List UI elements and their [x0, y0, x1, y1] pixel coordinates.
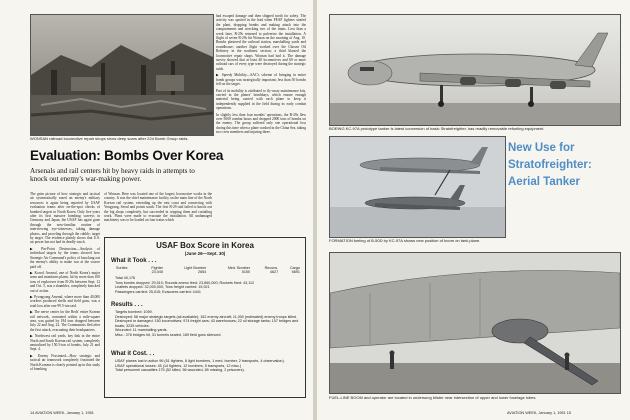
formation-photo-caption: FORMATION fueling of B-50D by KC-97A shows new position of boom on tank plane.	[329, 238, 481, 243]
column-1-item: ▶ Northwest rail yards, key link in the entire North and South Korean rail system, completely neutralized by 150.5-ton of bombs, July 21 and Sept. 4.	[30, 334, 100, 352]
wonsan-photo	[30, 14, 214, 136]
article-headline: Evaluation: Bombs Over Korea	[30, 148, 224, 163]
box-line: Targets bombed: 1059.	[115, 310, 153, 314]
column-1-text: The grim picture of how strategic and tactical air systematically razed an enemy's military resources is again being reported by USAF evaluation teams after on-the-spot checks of bombed targets in North Korea. Only five years after its first massive bombing surveys in Germany and Japan, the USAF has again gone through the now-familiar routine of interviewing eye-witnesses, taking damage photos, and prowling through the rubble, target by target. The evidence plainly shows that U.S. air power has not had its deadly touch.	[30, 192, 100, 245]
wonsan-photo-caption: WONSAN railroad locomotive repair shops show deep scars after 22d Bomb Group raids.	[30, 136, 189, 141]
table-cell: 23,045	[151, 270, 163, 275]
box-results-heading: Results . . .	[111, 302, 143, 308]
column-1-item: ▶ Kowol Arsenal, one of North Korea's major arms and munitions plants, hit by more than 100 tons of explosives from B-29s between Sept. 12 and Oct. 5, was a shambles, completely knocked out of action.	[30, 270, 100, 293]
title-line: Aerial Tanker	[508, 176, 581, 188]
cost-lines	[115, 359, 301, 373]
table-cell: Fighter	[151, 266, 163, 270]
box-score	[104, 237, 306, 398]
kc97-top-photo	[329, 14, 621, 126]
right-page	[317, 0, 630, 420]
column-1-item: ▶ Pin-Point Destruction—Analysis of individual targets by the teams showed how Strategic Air Command's policy of knocking out the enemy's ability to make war at the source paid off.	[30, 246, 100, 269]
table-cell: 4627	[269, 270, 279, 275]
column-3-item: ▶ Speedy Mobility—SAC's scheme of bringing in entire bomb groups was strategically important; less than 50 bombs fell on the target.	[216, 73, 306, 87]
article-column-3	[216, 14, 306, 234]
column-3-item: In slightly less than four months' operations, the B-29s flew over 5000 combat hours and dropped 2000 tons of bombs on the enemy. The group suffered only one operational loss during this time when a plane crashed in the China Sea, taking two crew members and injuring three.	[216, 112, 306, 135]
table-cell: Recons.	[264, 266, 279, 270]
box-line: Total 40,176	[115, 276, 136, 280]
box-score-title: USAF Box Score in Korea	[156, 241, 254, 250]
box-line: USAF planes lost in action 96 (51 fighters, 8 light bombers, 1 med. bomber, 2 transports, 4 observation).	[115, 359, 285, 363]
box-line: Wounded: 11 marshalling yards.	[115, 328, 168, 332]
column-1-item: ▶ Pyongyang Arsenal, where more than 40,000 workers produced shells and field guns, was a total loss after one 99.5-ton raid.	[30, 294, 100, 308]
right-folio: AVIATION WEEK, January 1, 1951 15	[507, 411, 572, 415]
box-line: Total personnel casualties 175 (52 killed, 56 wounded, 65 missing, 2 prisoners).	[115, 368, 245, 372]
kc97-tanker-image	[330, 15, 620, 125]
table-cell	[115, 270, 139, 274]
sorties-value-row	[115, 270, 301, 274]
table-cell: Med. Bomber	[227, 266, 250, 270]
box-score-subtitle: (June 26—Sept. 30)	[184, 251, 226, 256]
left-page	[0, 0, 313, 420]
sorties-table	[115, 266, 301, 275]
table-cell: Sorties	[116, 266, 128, 270]
column-3-item: Part of its mobility is attributed to fly-away maintenance kits, carried in the planes' bombbays, which ensure enough material being carried with each plane to keep it independently supplied in the field during its early combat operations.	[216, 88, 306, 111]
table-cell: Light Bomber	[184, 266, 207, 270]
table-cell: 6691	[291, 270, 300, 275]
column-2-text: of Wonsan. Here was located one of the largest locomotive works in the country. It was the chief maintenance facility on the main line of the North Korean rail system, extending up the east coast and connecting with Yongyang, Seoul and points south. The first B-29 raid failed to knock out the big shops completely, but succeeded in cripping them and curtailing work. Plans were made to evacuate the installation. All undamaged machinery was to be loaded on four trains which	[104, 192, 212, 223]
box-took-heading: What it Took . . .	[111, 258, 157, 264]
took-lines	[115, 276, 301, 294]
box-line: Passengers carried: 25,015; Evacuees carried: 4441	[115, 289, 201, 294]
article-title	[508, 140, 628, 191]
top-photo-caption: BOEING KC-97A prototype tanker is latest conversion of basic Stratofreighter, has readily removable refueling equipment.	[329, 126, 545, 131]
column-3-text: had escaped damage and then shipped north for safety. The activity was spotted in the lead when FEAF fighters strafed the plant, dropping bombs and making attack into the compartments and wrecking two of the trains. Less than a week later, B-29s returned to pulverize the installation. A flight of seven B-29s hit Wonsan on the morning of Aug. 10. Bombs plastered the railroad station, marshalling yards and roundhouse; another flight worked over the Chosen Oil Refinery in the northeast section; a third blasted the locomotive repair shops. Wonsan had had it. The damage survey showed that at least 40 locomotives and 60 or more railroad cars of every type were destroyed during the strategic raids.	[216, 14, 306, 71]
fuel-boom-image	[330, 253, 620, 393]
formation-photo	[329, 136, 506, 238]
results-lines	[115, 310, 301, 337]
box-line: Tons bombs dropped: 29,510; Rounds ammo fired: 23,860,000; Rockets fired: 43,112	[115, 280, 255, 285]
article-column-2	[104, 192, 212, 234]
boom-photo	[329, 252, 621, 394]
title-line: Stratofreighter:	[508, 159, 592, 171]
article-column-1	[30, 192, 100, 404]
table-cell: Cargo	[289, 266, 300, 270]
box-line: Destroyed or damaged: 150 locomotives; 974 freight cars; 43 warehouses; 22 oil storage tanks; 107 bridges and boats; 3235 vehicles.	[115, 319, 299, 328]
boom-photo-caption: FUEL-LINE BOOM and operator are located in undersung blister near intersection of upper and lower fuselage lobes.	[329, 395, 537, 400]
table-cell: 5150	[241, 270, 250, 275]
box-cost-heading: What it Cost. . .	[111, 351, 155, 357]
article-deck: Arsenals and rail centers hit by heavy raids in attempts to knock out enemy's war-making power.	[30, 167, 195, 184]
column-1-item: ▶ Enemy Frustrated—How strategic and tactical air teamwork completely frustrated the North Koreans is clearly pointed up in this study of bombing	[30, 353, 100, 372]
title-line: New Use for	[508, 142, 575, 154]
table-cell: 2654	[198, 270, 207, 275]
refueling-formation-image	[330, 137, 505, 237]
box-line: USAF operational losses: 45 (14 fighters, 12 bombers, 5 transports, 12 misc.)	[115, 363, 242, 368]
box-line: Misc.: 376 bridges hit, 31 tunnels sealed, 189 field guns silenced.	[115, 332, 222, 337]
left-folio: 14 AVIATION WEEK, January 1, 1951	[30, 411, 94, 415]
box-line: Leaflets dropped: 32,000,000; Tons freight carried: 15,921	[115, 285, 210, 289]
column-1-item: ▶ The nerve center for the Reds' entire Korean rail network, contained within a mile-square area, was gutted by 184 tons dropped between July 22 and Aug. 22. The Communists fled after the first attack, evacuating their headquarters.	[30, 310, 100, 332]
box-line: Destroyed: 58 major strategic targets (all available); 152 enemy aircraft; 11,000 (estimated) enemy troops killed.	[115, 314, 298, 319]
wonsan-rubble-image	[31, 15, 213, 135]
